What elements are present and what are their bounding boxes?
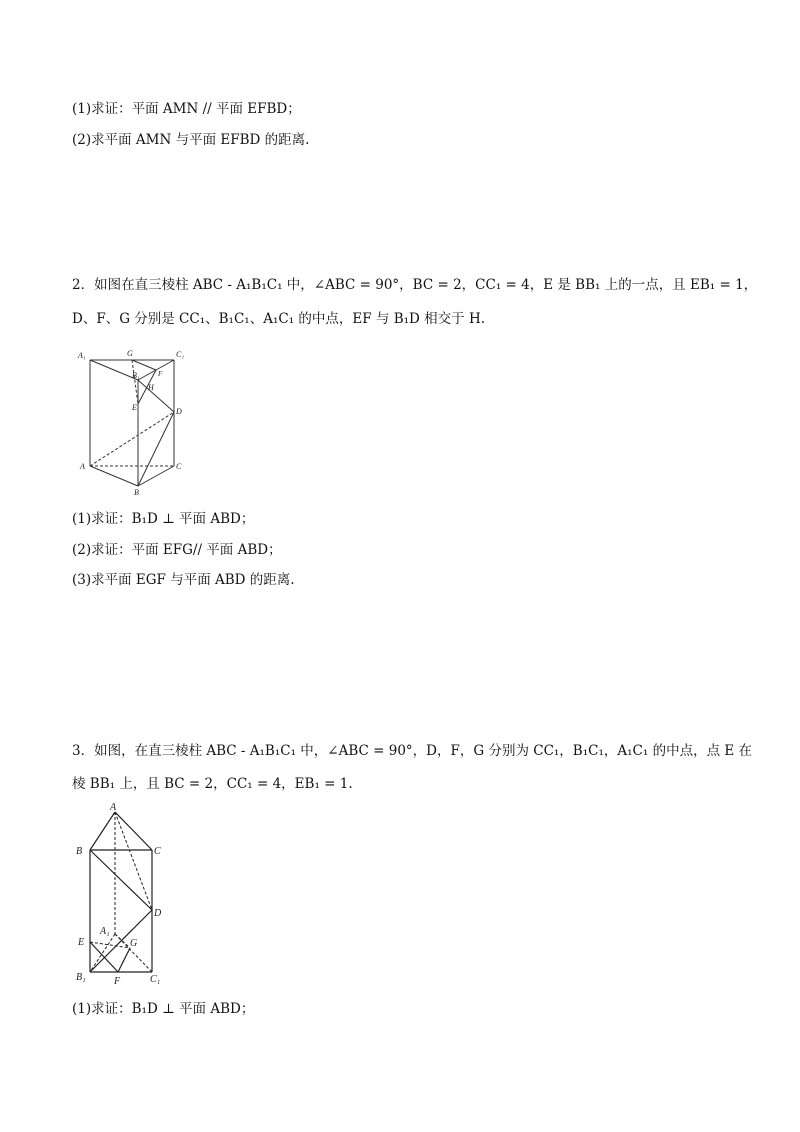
problem3-prism-diagram [72, 800, 172, 990]
label-H: H [148, 383, 154, 392]
label-D: D [154, 908, 162, 919]
label-A: A [110, 802, 117, 813]
label-A1: A₁ [78, 351, 86, 360]
problem2-part3: (3)求平面 EGF 与平面 ABD 的距离. [72, 572, 295, 588]
label-E: E [78, 937, 85, 948]
label-C: C [154, 846, 161, 857]
label-C1: C₁ [150, 974, 161, 985]
problem1-part2: (2)求平面 AMN 与平面 EFBD 的距离. [72, 132, 310, 148]
label-B1: B₁ [132, 371, 140, 380]
label-B1: B₁ [76, 972, 86, 983]
label-E: E [132, 403, 137, 412]
problem3-stem-line2: 棱 BB₁ 上，且 BC = 2，CC₁ = 4，EB₁ = 1. [72, 776, 353, 792]
label-C: C [176, 462, 182, 471]
problem3-part1: (1)求证：B₁D ⊥ 平面 ABD； [72, 1001, 255, 1017]
label-C1: C₁ [176, 350, 185, 359]
label-A1: A₁ [100, 926, 110, 937]
problem3-stem-line1: 3．如图，在直三棱柱 ABC - A₁B₁C₁ 中，∠ABC = 90°，D，F，G 分别为 CC₁，B₁C₁，A₁C₁ 的中点，点 E 在 [72, 743, 753, 759]
label-A: A [80, 462, 85, 471]
problem2-part2: (2)求证：平面 EFG// 平面 ABD； [72, 542, 282, 558]
problem1-part1: (1)求证：平面 AMN // 平面 EFBD； [72, 101, 301, 117]
label-F: F [114, 976, 121, 987]
problem2-stem-line1: 2．如图在直三棱柱 ABC - A₁B₁C₁ 中，∠ABC = 90°，BC = 2，CC₁ = 4，E 是 BB₁ 上的一点，且 EB₁ = 1， [72, 277, 758, 293]
label-D: D [176, 407, 182, 416]
label-G: G [127, 349, 133, 358]
label-B: B [134, 488, 139, 496]
label-F: F [158, 370, 163, 378]
problem2-stem-line2: D、F、G 分别是 CC₁、B₁C₁、A₁C₁ 的中点，EF 与 B₁D 相交于 H. [72, 311, 486, 327]
label-B: B [76, 846, 83, 857]
problem2-part1: (1)求证：B₁D ⊥ 平面 ABD； [72, 511, 255, 527]
problem2-prism-diagram [72, 346, 197, 496]
label-G: G [130, 938, 138, 949]
problem3-figure [72, 800, 172, 990]
problem2-figure [72, 346, 197, 496]
